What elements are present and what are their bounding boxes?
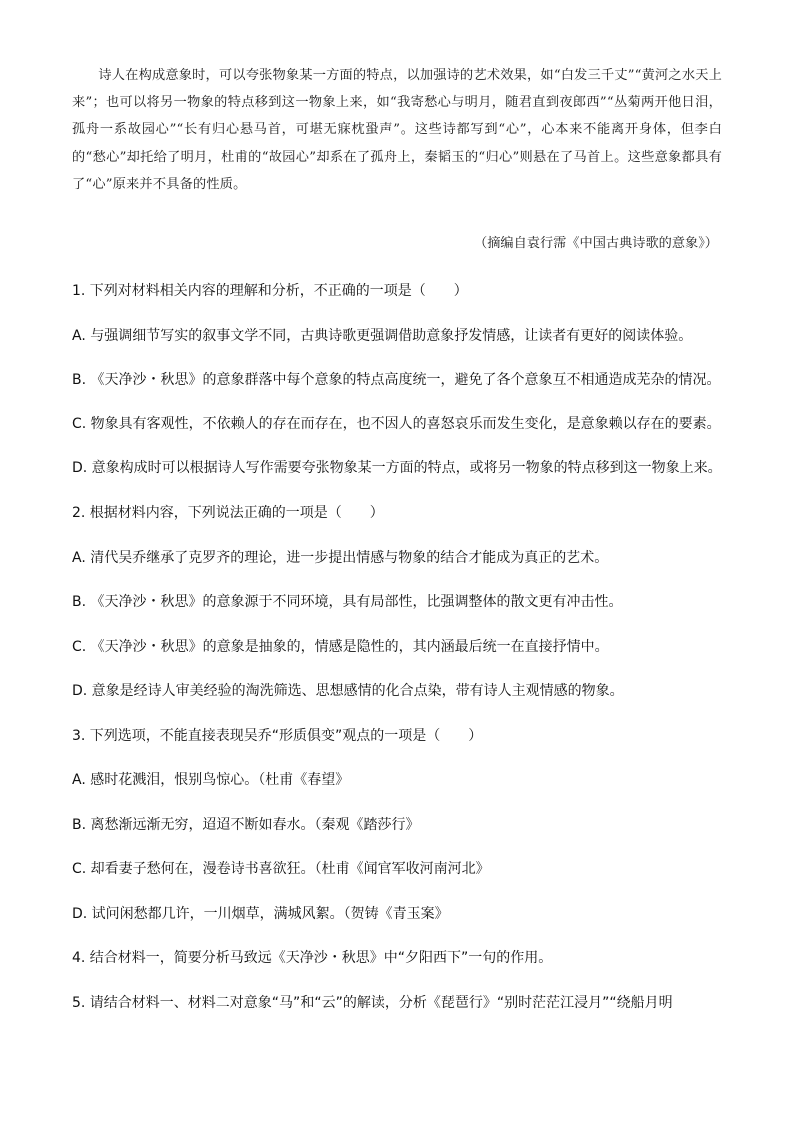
- question-3-option-a: A. 感时花溅泪，恨别鸟惊心。（杜甫《春望》: [72, 772, 350, 788]
- question-2-stem: 2. 根据材料内容，下列说法正确的一项是（ ）: [72, 505, 384, 521]
- question-3-option-b: B. 离愁渐远渐无穷，迢迢不断如春水。（秦观《踏莎行》: [72, 817, 420, 833]
- passage-paragraph: 诗人在构成意象时，可以夸张物象某一方面的特点，以加强诗的艺术效果，如“白发三千丈”“黄河之水天上来”；也可以将另一物象的特点移到这一物象上来，如“我寄愁心与明月，随君直到夜郎西”“丛菊两开他日泪，孤舟一系故园心”“长有归心悬马首，可堪无寐枕蛩声”。这些诗都写到“心”，心本来不能离开身体，但李白的“愁心”却托给了明月，杜甫的“故园心”却系在了孤舟上，秦韬玉的“归心”则悬在了马首上。这些意象都具有了“心”原来并不具备的性质。: [72, 68, 722, 192]
- question-3-option-c: C. 却看妻子愁何在，漫卷诗书喜欲狂。（杜甫《闻官军收河南河北》: [72, 861, 490, 877]
- question-1-option-c: C. 物象具有客观性，不依赖人的存在而存在，也不因人的喜怒哀乐而发生变化，是意象赖以存在的要素。: [72, 416, 721, 432]
- reading-passage: [72, 62, 722, 198]
- question-4-stem: 4. 结合材料一，简要分析马致远《天净沙・秋思》中“夕阳西下”一句的作用。: [72, 950, 553, 966]
- passage-source: （摘编自袁行霈《中国古典诗歌的意象》）: [474, 236, 718, 251]
- question-2-option-b: B. 《天净沙・秋思》的意象源于不同环境，具有局部性，比强调整体的散文更有冲击性。: [72, 594, 623, 610]
- question-1-option-d: D. 意象构成时可以根据诗人写作需要夸张物象某一方面的特点，或将另一物象的特点移到这一物象上来。: [72, 460, 722, 476]
- question-1-option-b: B. 《天净沙・秋思》的意象群落中每个意象的特点高度统一，避免了各个意象互不相通造成芜杂的情况。: [72, 372, 721, 388]
- question-2-option-d: D. 意象是经诗人审美经验的淘洗筛选、思想感情的化合点染，带有诗人主观情感的物象。: [72, 683, 624, 699]
- question-1-option-a: A. 与强调细节写实的叙事文学不同，古典诗歌更强调借助意象抒发情感，让读者有更好的阅读体验。: [72, 328, 693, 344]
- question-2-option-a: A. 清代吴乔继承了克罗齐的理论，进一步提出情感与物象的结合才能成为真正的艺术。: [72, 550, 609, 566]
- question-1-stem: 1. 下列对材料相关内容的理解和分析，不正确的一项是（ ）: [72, 283, 468, 299]
- question-5-stem: 5. 请结合材料一、材料二对意象“马”和“云”的解读，分析《琵琶行》“别时茫茫江浸月”“绕船月明: [72, 995, 673, 1011]
- question-3-option-d: D. 试问闲愁都几许，一川烟草，满城风絮。（贺铸《青玉案》: [72, 906, 449, 922]
- question-3-stem: 3. 下列选项，不能直接表现吴乔“形质俱变”观点的一项是（ ）: [72, 728, 483, 744]
- question-2-option-c: C. 《天净沙・秋思》的意象是抽象的，情感是隐性的，其内涵最后统一在直接抒情中。: [72, 639, 609, 655]
